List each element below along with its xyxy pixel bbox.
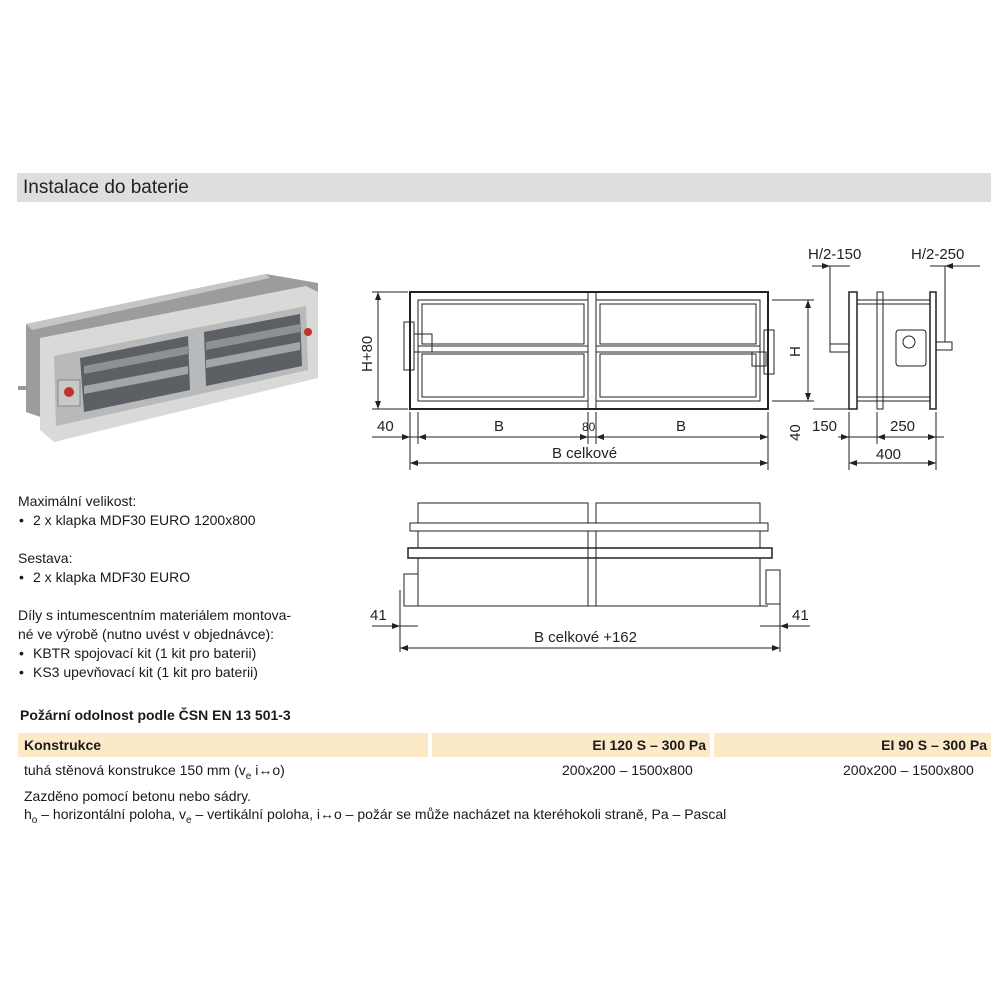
assembly-label: Sestava: (18, 550, 73, 566)
fire-resistance-title: Požární odolnost podle ČSN EN 13 501-3 (20, 707, 291, 723)
dim-41-left: 41 (370, 607, 387, 624)
assembly-block (18, 549, 190, 587)
section-title: Instalace do baterie (23, 177, 189, 198)
dim-b-total-162: B celkové +162 (534, 629, 637, 646)
max-size-block (18, 492, 256, 530)
assembly-item: • 2 x klapka MDF30 EURO (18, 568, 190, 587)
table-header-col2 (432, 733, 710, 757)
dim-left40: 40 (377, 418, 394, 435)
parts-block (18, 606, 291, 682)
table-row-val1: 200x200 – 1500x800 (562, 762, 693, 778)
dim-250: 250 (890, 418, 916, 435)
dim-b1: B (494, 418, 505, 435)
parts-item2: • KS3 upevňovací kit (1 kit pro baterii) (18, 663, 291, 682)
max-size-item: • 2 x klapka MDF30 EURO 1200x800 (18, 511, 256, 530)
max-size-label: Maximální velikost: (18, 493, 137, 509)
dim-h2-150: H/2-150 (808, 246, 862, 263)
dim-side40: 40 (787, 424, 804, 441)
dim-b-total: B celkové (552, 445, 618, 462)
dim-h: H (787, 346, 804, 357)
parts-line1: Díly s intumescentním materiálem montova- (18, 607, 292, 623)
table-header-col1 (18, 733, 428, 757)
dim-mid80: 80 (582, 420, 596, 434)
table-row-val2: 200x200 – 1500x800 (843, 762, 974, 778)
header-ei120: EI 120 S – 300 Pa (592, 737, 706, 753)
dim-b2: B (676, 418, 687, 435)
header-ei90: EI 90 S – 300 Pa (881, 737, 987, 753)
note-line2: $h_o$ – horizontální poloha, $v_e$ – vertikální poloha, i↔o – požár se může nacházet na kteréhokoli straně, Pa – Pascal (24, 806, 727, 826)
dim-400: 400 (876, 446, 902, 463)
note-line1: Zazděno pomocí betonu nebo sádry. (24, 788, 252, 804)
table-row-label: tuhá stěnová konstrukce 150 mm ($v_e$ i↔o) (24, 762, 285, 782)
dim-41-right: 41 (792, 607, 809, 624)
dim-150: 150 (812, 418, 838, 435)
header-konstrukce: Konstrukce (24, 737, 102, 753)
parts-line2: né ve výrobě (nutno uvést v objednávce): (18, 626, 275, 642)
parts-item1: • KBTR spojovací kit (1 kit pro baterii) (18, 644, 291, 663)
table-header-col3 (714, 733, 991, 757)
dim-h2-250: H/2-250 (911, 246, 965, 263)
dim-h80: H+80 (359, 335, 376, 372)
